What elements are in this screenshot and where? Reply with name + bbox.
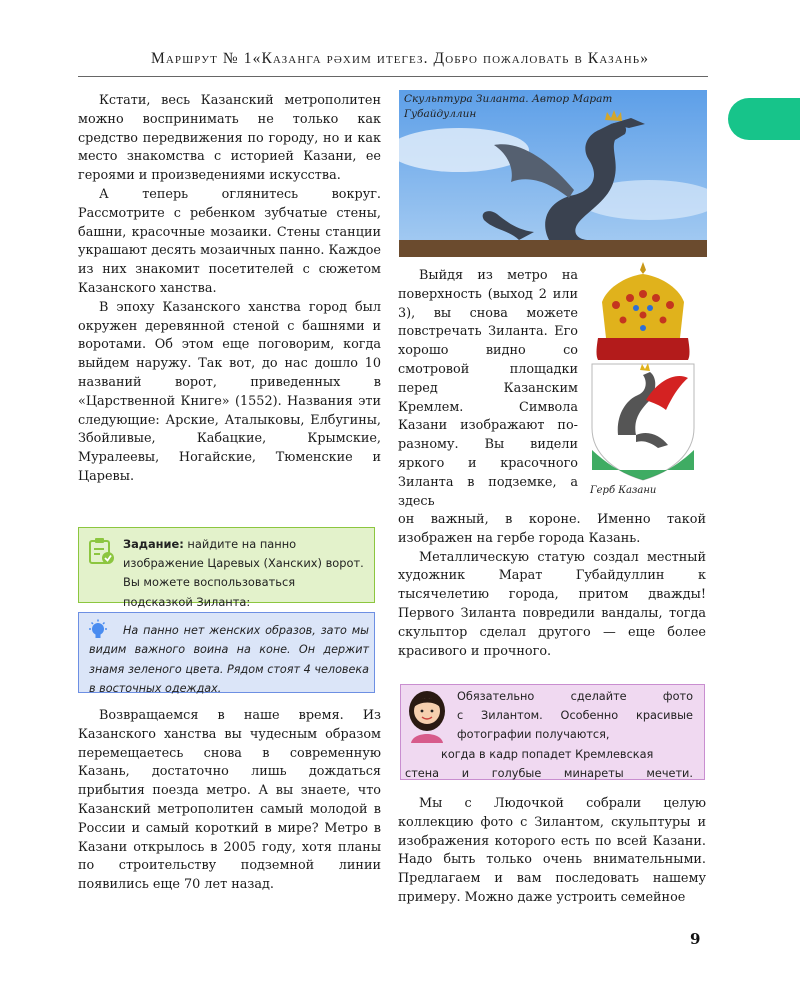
left-column-text (78, 92, 381, 487)
tip-line: когда в кадр попадет Кремлевская (441, 747, 654, 761)
tip-line: Обязательно сделайте фото (457, 690, 693, 703)
tip-line: с Зилантом. Особенно красивые фотографии получаются, (457, 709, 693, 742)
paragraph: В эпоху Казанского ханства город был окружен деревянной стеной с башнями и воротами. Об этом еще поговорим, когда выйдем наружу. Так вот, до нас дошло 10 названий ворот, приведенных в «Царственной Книге» (1552). Названия эти следующие: Арские, Аталыковы, Елбугины, Збойливые, Кабацкие, Крымские, Муралеевы, Ногайские, Тюменские и Царевы. (78, 299, 381, 484)
paragraph: Кстати, весь Казанский метрополитен можно воспринимать не только как средство передвижения по городу, но и как место знакомства с историей Казани, ее героями и произведениями искусства. (78, 93, 381, 184)
task-box (78, 527, 375, 609)
paragraph: Мы с Людочкой собрали целую коллекцию фото с Зилантом, скульптуры и изображения которого есть по всей Казани. Надо быть только очень внимательными. Предлагаем и вам последовать нашему примеру. Можно даже устроить семейное (398, 796, 706, 905)
page-number: 9 (690, 930, 701, 948)
coat-caption: Герб Казани (590, 485, 657, 496)
right-narrow-text (398, 267, 578, 511)
right-bottom-text (398, 795, 706, 908)
hint-box (78, 612, 375, 696)
right-wide-text (398, 511, 706, 661)
task-label: Задание: (123, 537, 184, 551)
paragraph: Металлическую статую создал местный художник Марат Губайдуллин к тысячелетию города, притом дважды! Первого Зиланта повредили вандалы, тогда скульптор сделал другого — еще более красивого и прочного. (398, 549, 706, 659)
kazan-coat-of-arms (588, 260, 698, 485)
task-text (123, 535, 367, 612)
hint-text: На панно нет женских образов, зато мы видим важного воина на коне. Он держит знамя зеленого цвета. Рядом стоят 4 человека в восточных одеждах. (89, 624, 369, 696)
photo-tip-text (401, 687, 703, 783)
page-header: Маршрут № 1«Казанга рәхим итегез. Добро пожаловать в Казань» (150, 50, 650, 67)
task-hint: Вы можете воспользоваться подсказкой Зиланта: (123, 575, 296, 609)
paragraph-continuation: он важный, в короне. Именно такой изображен на гербе города Казань. (398, 512, 706, 546)
paragraph: А теперь оглянитесь вокруг. Рассмотрите с ребенком зубчатые стены, башни, красочные мозаики. Стены станции украшают десять мозаичных панно. Каждое из них знакомит посетителей с сюжетом Казанского ханства. (78, 186, 381, 296)
clipboard-check-icon (87, 536, 115, 566)
chapter-tab (728, 98, 800, 140)
zilant-photo-caption: Скульптура Зиланта. Автор Марат Губайдуллин (404, 93, 613, 120)
paragraph: Выйдя из метро на поверхность (выход 2 или 3), вы снова можете повстречать Зиланта. Его хорошо видно со смотровой площадки перед Казанским Кремлем. Символа Казани изображают по-разному. Вы видели яркого и красочного Зиланта в подземке, а здесь (398, 268, 578, 509)
paragraph: Возвращаемся в наше время. Из Казанского ханства вы чудесным образом перемещаетесь снова в современную Казань, достаточно лишь дождаться прибытия поезда метро. А вы знаете, что Казанский метрополитен самый молодой в России и самый короткий в мире? Метро в Казани открылось в 2005 году, хотя планы по строительству подземной линии появились еще 70 лет назад. (78, 708, 381, 893)
tip-line: стена и голубые минареты мечети. (405, 766, 693, 780)
task-instruction: найдите на панно изображение Царевых (Ханских) ворот. (123, 537, 364, 571)
header-divider (78, 76, 708, 77)
left-bottom-text (78, 707, 381, 895)
photo-tip-box (400, 684, 705, 780)
